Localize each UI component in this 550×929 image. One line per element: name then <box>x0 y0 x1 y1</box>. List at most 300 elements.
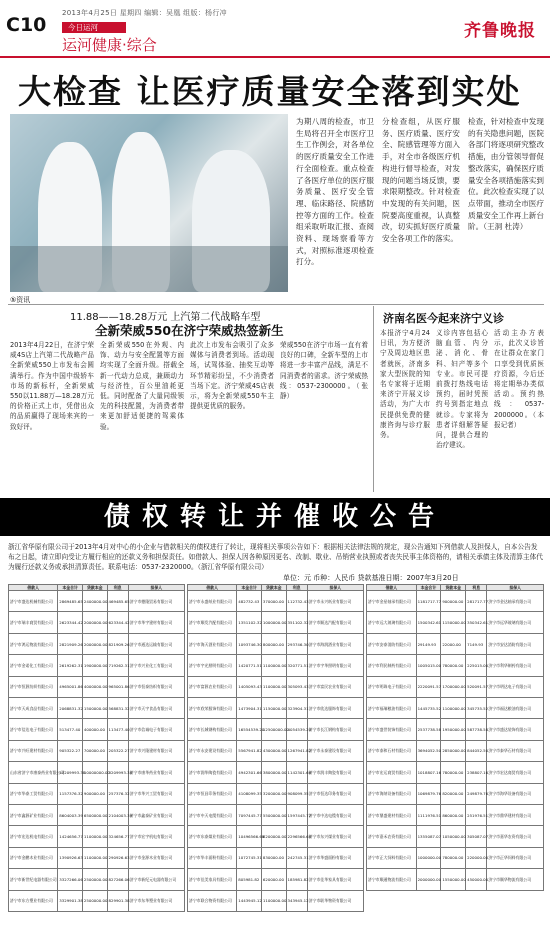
table-row <box>367 762 544 783</box>
table-header-cell: 借款人 <box>9 585 58 591</box>
table-cell: 济宁市长城钢构有限公司 <box>188 719 237 740</box>
table-row <box>9 826 185 847</box>
table-cell: 3329901.38 <box>58 890 83 911</box>
table-cell: 4942301.66 <box>237 762 262 783</box>
table-cell: 济宁市福瑞粮油有限公司 <box>367 698 417 719</box>
car-article-title: 全新荣威550在济宁荣威热签新生 <box>95 323 284 338</box>
table-cell: 623344.42 <box>107 612 128 633</box>
table-cell: 323904.31 <box>286 698 307 719</box>
table-cell: 济宁市华宇建材有限公司 <box>128 612 184 633</box>
table-cell: 5567941.82 <box>237 740 262 761</box>
table-cell: 908099.35 <box>286 783 307 804</box>
table-header-row <box>9 585 185 591</box>
table-row <box>367 847 544 868</box>
table-row <box>188 719 364 740</box>
table-cell: 济宁市嘉华农资有限公司 <box>487 826 544 847</box>
table-cell: 12500000.00 <box>261 719 286 740</box>
table-cell: 4054539.20 <box>286 719 307 740</box>
feature-headline: 大检查 让医疗质量安全落到实处 <box>18 72 522 111</box>
table-cell: 238807.16 <box>466 762 487 783</box>
table-row <box>9 762 185 783</box>
car-column-4: 荣威550在济宁市场一直有着良好的口碑，全新车型的上市将进一步丰富产品线，满足不同消费者的需求。济宁荣威热线：0537-2300000。（张静） <box>280 341 368 401</box>
table-cell: 16554539.20 <box>237 719 262 740</box>
table-cell: 2296566.68 <box>286 826 307 847</box>
table-cell: 济宁市兴隆建材有限公司 <box>128 740 184 761</box>
table-cell: 6500000.00 <box>82 805 107 826</box>
table-row <box>188 740 364 761</box>
car-column-1: 2013年4月22日，在济宁荣威4S店上汽第二代战略产品全新荣威550上市发布会圆满举行。作为中国中级轿车市场的新标杆，全新荣威550以11.88万—18.28万元的价格正式上市，凭借出众的品质赢得了现场来宾的一致好评。 <box>10 341 94 431</box>
table-cell: 济宁市恒源纺织有限公司 <box>9 676 58 697</box>
table-cell: 济宁市瑞丰商贸有限公司 <box>9 612 58 633</box>
table-cell: 1150000.00 <box>441 612 466 633</box>
table-row <box>9 719 185 740</box>
table-cell: 济宁市安泰消防有限公司 <box>367 633 417 654</box>
table-cell: 900000.00 <box>82 783 107 804</box>
table-cell: 1473904.31 <box>237 698 262 719</box>
divider <box>8 304 544 305</box>
table-cell: 1069879.76 <box>416 783 441 804</box>
table-cell: 山东省济宁市康泰药业有限公司 <box>9 762 58 783</box>
table-row <box>367 676 544 697</box>
debt-table <box>187 584 364 912</box>
table-cell: 965001.86 <box>107 676 128 697</box>
table-cell: 568831.32 <box>107 698 128 719</box>
table-cell: 1100000.00 <box>82 847 107 868</box>
table-cell: 济宁市联合物资有限公司 <box>188 890 237 911</box>
table-cell: 2000000.00 <box>82 633 107 654</box>
table-cell: 济宁市华泰工贸有限公司 <box>9 783 58 804</box>
table-cell: 257376.32 <box>107 783 128 804</box>
table-cell: 469485.65 <box>107 591 128 612</box>
table-cell: 1351102.32 <box>237 612 262 633</box>
table-row <box>9 612 185 633</box>
table-cell: 济宁市顺华物流有限公司 <box>487 869 544 890</box>
table-row <box>367 869 544 890</box>
car-column-2: 全新荣威550在外观、内饰、动力与安全配置等方面均实现了全面升级。搭载全新一代动力总成，兼顾动力与经济性，百公里油耗更低。同时配备了大量同级领先的科技配置，为消费者带来更加舒适便捷的驾乘体验。 <box>100 341 184 431</box>
table-cell: 济宁市鼎华建材有限公司 <box>487 805 544 826</box>
table-cell: 济宁市金诺化工有限公司 <box>9 655 58 676</box>
table-cell: 1018807.16 <box>416 762 441 783</box>
table-cell: 济宁市润华陶瓷有限公司 <box>188 762 237 783</box>
table-row <box>9 783 185 804</box>
table-cell: 济宁市东华塑业有限公司 <box>128 890 184 911</box>
notice-title: 债权转让并催收公告 <box>0 498 550 536</box>
table-cell: 185981.82 <box>286 869 307 890</box>
table-cell: 济宁市金鹏木业有限公司 <box>9 847 58 868</box>
table-cell: 济宁市利民制药有限公司 <box>367 655 417 676</box>
table-cell: 113477.40 <box>107 719 128 740</box>
table-cell: 2869485.65 <box>58 591 83 612</box>
table-row <box>367 826 544 847</box>
table-cell: 13209993.38 <box>58 762 83 783</box>
table-cell: 2500000.00 <box>82 869 107 890</box>
table-cell: 205322.27 <box>107 740 128 761</box>
table-header-row <box>188 585 364 591</box>
table-cell: 2000000.00 <box>82 612 107 633</box>
table-row <box>367 740 544 761</box>
table-cell: 济宁市正大饲料有限公司 <box>367 847 417 868</box>
table-row <box>367 805 544 826</box>
table-cell: 7149.93 <box>466 633 487 654</box>
table-cell: 济宁市恒昌印务有限公司 <box>188 783 237 804</box>
table-cell: 济宁市宇华照明有限公司 <box>307 655 363 676</box>
table-row <box>188 676 364 697</box>
table-cell: 281717.77 <box>466 591 487 612</box>
table-cell: 900000.00 <box>441 591 466 612</box>
table-row <box>367 719 544 740</box>
table-cell: 1072745.31 <box>237 847 262 868</box>
table-row <box>9 698 185 719</box>
table-cell: 225015.00 <box>466 655 487 676</box>
table-cell: 济宁市中达电缆有限公司 <box>307 805 363 826</box>
table-row <box>9 805 185 826</box>
table-cell: 780000.00 <box>441 655 466 676</box>
table-cell: 1000000.00 <box>261 612 286 633</box>
table-cell: 820000.00 <box>441 783 466 804</box>
table-cell: 济宁市润丰陶瓷有限公司 <box>307 762 363 783</box>
table-cell: 400000.00 <box>82 719 107 740</box>
table-cell: 济宁市海纳设备有限公司 <box>367 783 417 804</box>
section-tag: 今日运河 <box>62 22 126 33</box>
table-cell: 3800000.00 <box>261 762 286 783</box>
table-cell: 251976.51 <box>466 805 487 826</box>
table-cell: 829901.38 <box>107 890 128 911</box>
table-cell: 济宁市佳美家具有限公司 <box>188 869 237 890</box>
table-row <box>188 655 364 676</box>
table-cell: 305087.07 <box>466 826 487 847</box>
table-cell: 1355087.07 <box>416 826 441 847</box>
table-cell: 1443945.12 <box>237 890 262 911</box>
table-cell: 济宁市联华物资有限公司 <box>307 890 363 911</box>
table-row <box>188 783 364 804</box>
table-cell: 济宁市顺达汽配有限公司 <box>307 612 363 633</box>
table-cell: 济宁市海华设备有限公司 <box>487 783 544 804</box>
table-cell: 830000.00 <box>261 847 286 868</box>
table-cell: 济宁市顺发汽配有限公司 <box>188 612 237 633</box>
table-cell: 济宁市永兴纸业有限公司 <box>307 591 363 612</box>
table-cell: 22000.00 <box>441 633 466 654</box>
table-cell: 2220091.57 <box>416 676 441 697</box>
table-row <box>9 869 185 890</box>
table-cell: 济宁市永安建设有限公司 <box>188 740 237 761</box>
table-header-cell: 担保人 <box>128 585 184 591</box>
table-cell: 济宁市福达粮油有限公司 <box>487 698 544 719</box>
table-cell: 济宁市恒达印务有限公司 <box>307 783 363 804</box>
table-cell: 济宁市鸿运物流有限公司 <box>9 633 58 654</box>
table-cell: 济宁市宏运商贸有限公司 <box>367 762 417 783</box>
table-row <box>9 740 185 761</box>
table-cell: 4108099.35 <box>237 783 262 804</box>
table-row <box>367 698 544 719</box>
table-cell: 1550000.00 <box>441 869 466 890</box>
table-row <box>367 612 544 633</box>
table-cell: 济宁市利华制药有限公司 <box>487 655 544 676</box>
table-cell: 2850000.00 <box>441 740 466 761</box>
table-cell: 济宁市嘉禾农资有限公司 <box>367 826 417 847</box>
hospital-column-1: 本报济宁4月24日讯，为方便济宁及周边地区患者就医，济南多家大型医院的知名专家将于近期来济宁开展义诊活动，为广大市民提供免费的健康咨询与诊疗服务。 <box>380 329 430 440</box>
table-cell: 济宁市东兴煤业有限公司 <box>307 826 363 847</box>
table-cell: 482732.43 <box>237 591 262 612</box>
table-cell: 1390926.63 <box>58 847 83 868</box>
table-header-cell: 本金合计 <box>416 585 441 591</box>
table-cell: 905322.27 <box>58 740 83 761</box>
table-cell: 济宁市盛达机械有限公司 <box>9 591 58 612</box>
table-cell: 济宁市新纪元电器有限公司 <box>128 869 184 890</box>
notice-unit-line: 单位：元 币种：人民币 贷款基准日期：2007年3月20日 <box>283 574 459 582</box>
table-cell: 860000.00 <box>441 805 466 826</box>
table-row <box>188 826 364 847</box>
table-cell: 4965001.86 <box>58 676 83 697</box>
table-cell: 320771.51 <box>286 655 307 676</box>
table-cell: 4000000.00 <box>82 676 107 697</box>
table-cell: 济宁市信达电子有限公司 <box>9 719 58 740</box>
table-cell: 844052.50 <box>466 740 487 761</box>
table-cell: 290926.63 <box>107 847 128 868</box>
table-cell: 242745.31 <box>286 847 307 868</box>
table-cell: 济宁市华兴工贸有限公司 <box>128 783 184 804</box>
table-cell: 821909.26 <box>107 633 128 654</box>
table-cell: 1005015.00 <box>416 655 441 676</box>
table-cell: 370000.00 <box>261 591 286 612</box>
table-cell: 济宁市永泰建设有限公司 <box>307 740 363 761</box>
table-cell: 济宁市欣荣服饰有限公司 <box>188 698 237 719</box>
table-cell: 29149.93 <box>416 633 441 654</box>
table-header-cell: 本金合计 <box>237 585 262 591</box>
table-row <box>188 698 364 719</box>
divider <box>373 306 374 492</box>
table-cell: 济宁市盛世装饰有限公司 <box>367 719 417 740</box>
table-cell: 2623344.42 <box>58 612 83 633</box>
table-cell: 济宁市欣达服饰有限公司 <box>307 698 363 719</box>
table-cell: 1405093.43 <box>237 676 262 697</box>
feature-column-3: 检查，针对检查中发现的有关隐患问题，医院各部门将逐项研究整改措施，由分管领导督促整改落实，确保医疗质量安全各项措施落实到位。此次检查实现了以点带面，推动全市医疗质量安全工作再上新台阶。（王洞 杜涛） <box>468 117 544 232</box>
table-cell: 305093.43 <box>286 676 307 697</box>
table-cell: 济宁市天成食品有限公司 <box>9 698 58 719</box>
table-cell: 济宁市信诚电子有限公司 <box>128 719 184 740</box>
table-cell: 3694052.50 <box>416 740 441 761</box>
table-cell: 济宁市泰华石材有限公司 <box>487 740 544 761</box>
table-cell: 济宁市泰和石材有限公司 <box>367 740 417 761</box>
table-cell: 济宁市华盛面粉有限公司 <box>307 847 363 868</box>
table-cell: 济宁市兴业化工有限公司 <box>128 655 184 676</box>
table-cell: 济宁市盛达装饰有限公司 <box>487 719 544 740</box>
table-cell: 1900000.00 <box>82 655 107 676</box>
section-title: 运河健康·综合 <box>62 36 157 54</box>
table-cell: 450000.00 <box>466 869 487 890</box>
table-header-cell: 担保人 <box>307 585 363 591</box>
table-cell: 1597445.77 <box>286 805 307 826</box>
table-cell: 1111976.51 <box>416 805 441 826</box>
table-cell: 济宁市鑫源矿业有限公司 <box>9 805 58 826</box>
table-cell: 1424656.77 <box>58 826 83 847</box>
table-cell: 3200000.00 <box>261 783 286 804</box>
car-article-kicker: 11.88——18.28万元 上汽第二代战略车型 <box>70 312 261 323</box>
table-cell: 345735.52 <box>466 698 487 719</box>
notice-body: 浙江省华原有限公司于2013年4月对中心的小企业与借款相关的债权进行了转让，现将相关事项公告如下：根据相关法律法规的规定，现公告通知下列借款人及担保人，自本公告发布之日起，请立即向受让方履行相应的还款义务和担保责任。如借款人、担保人因各种原因更名、改制、歇业、吊销营业执照或者丧失民事主体资格的，请相关承债主体及清算主体代为履行还款义务或承担清算责任。联系电话：0537-2320000。（浙江省华原有限公司） <box>8 543 543 571</box>
table-cell: 8200000.00 <box>261 826 286 847</box>
table-header-cell: 利息 <box>107 585 128 591</box>
feature-column-1: 为期八周的检查，市卫生局将召开全市医疗卫生工作例会，对各单位的医疗质量安全工作进行全面检查。重点检查了各医疗单位的医疗服务质量、医疗安全管理、临床路径、院感防控等方面的工作。检查组采取听取汇报、查阅资料、现场察看等方式，对照标准逐项检查打分。 <box>296 117 374 267</box>
table-cell: 2619262.31 <box>58 655 83 676</box>
table-cell: 济宁市明珠电子有限公司 <box>367 676 417 697</box>
table-cell: 1950000.00 <box>441 719 466 740</box>
table-cell: 2068831.32 <box>58 698 83 719</box>
table-cell: 1100000.00 <box>261 890 286 911</box>
table-cell: 2104003.39 <box>107 805 128 826</box>
table-row <box>188 805 364 826</box>
photo-caption: ⑤资讯 <box>10 296 31 304</box>
table-row <box>188 612 364 633</box>
hospital-column-3: 活动主办方表示，此次义诊旨在让群众在家门口享受到优质医疗资源，今后还将定期举办类似活动。预约热线：0537-2000000。（本报记者） <box>494 329 544 429</box>
table-row <box>9 890 185 911</box>
table-cell: 济宁市正华饲料有限公司 <box>487 847 544 868</box>
table-cell: 济宁市永盛纸业有限公司 <box>188 591 237 612</box>
table-cell: 济宁市顺通物流有限公司 <box>367 869 417 890</box>
table-cell: 济宁市兴旺建材有限公司 <box>9 740 58 761</box>
table-cell: 4300000.00 <box>261 740 286 761</box>
table-row <box>9 847 185 868</box>
debt-table <box>8 584 185 912</box>
table-cell: 济宁市富源农业有限公司 <box>188 676 237 697</box>
table-row <box>188 847 364 868</box>
table-cell: 3327266.06 <box>58 869 83 890</box>
table-cell: 351102.32 <box>286 612 307 633</box>
table-cell: 1142301.66 <box>286 762 307 783</box>
table-cell: 800000.00 <box>261 633 286 654</box>
table-cell: 324656.77 <box>107 826 128 847</box>
header-rule <box>0 56 550 58</box>
table-cell: 1000000.00 <box>416 847 441 868</box>
table-cell: 济宁市安达消防有限公司 <box>487 633 544 654</box>
table-cell: 3209993.38 <box>107 762 128 783</box>
table-cell: 780000.00 <box>441 847 466 868</box>
table-cell: 济宁市远华玻璃有限公司 <box>487 612 544 633</box>
table-cell: 济宁市长江钢构有限公司 <box>307 719 363 740</box>
table-cell: 济宁市东泰煤业有限公司 <box>188 826 237 847</box>
table-row <box>188 633 364 654</box>
table-cell: 620000.00 <box>261 869 286 890</box>
table-cell: 5500000.00 <box>261 805 286 826</box>
table-cell: 济宁市德隆贸易有限公司 <box>128 591 184 612</box>
table-cell: 513477.40 <box>58 719 83 740</box>
table-cell: 7097445.77 <box>237 805 262 826</box>
table-cell: 济宁市鼎盛建材有限公司 <box>367 805 417 826</box>
table-header-cell: 利息 <box>286 585 307 591</box>
table-cell: 济宁市通达运输有限公司 <box>128 633 184 654</box>
table-cell: 济宁市富民农业有限公司 <box>307 676 363 697</box>
table-cell: 2821909.26 <box>58 633 83 654</box>
date-line: 2013年4月25日 星期四 编辑：吴凰 组版：杨行冲 <box>62 9 227 17</box>
table-cell: 济宁市东方塑业有限公司 <box>9 890 58 911</box>
table-cell: 济宁市明达电子有限公司 <box>487 676 544 697</box>
table-cell: 220000.00 <box>466 847 487 868</box>
feature-photo <box>10 114 288 292</box>
table-row <box>367 783 544 804</box>
table-cell: 780000.00 <box>441 762 466 783</box>
table-row <box>188 869 364 890</box>
table-cell: 济宁市新世纪电器有限公司 <box>9 869 58 890</box>
table-cell: 1100000.00 <box>261 655 286 676</box>
table-cell: 520091.57 <box>466 676 487 697</box>
table-header-cell: 担保人 <box>487 585 544 591</box>
table-cell: 10000000.00 <box>82 762 107 783</box>
table-cell: 1100000.00 <box>261 676 286 697</box>
table-cell: 济宁市海润酒业有限公司 <box>307 633 363 654</box>
table-cell: 济宁市宏宇机电有限公司 <box>128 826 184 847</box>
table-row <box>367 655 544 676</box>
feature-column-2: 分检查组，从医疗服务、医疗质量、医疗安全、院感管理等方面入手，对全市各级医疗机构进行督导检查，对发现的问题当场反馈，要求限期整改。针对检查中发现的有关问题，医院要高度重视，认真整改，切实抓好医疗质量安全各项工作的落实。 <box>382 117 460 244</box>
table-cell: 112732.43 <box>286 591 307 612</box>
newspaper-logo: 齐鲁晚报 <box>464 21 536 41</box>
table-cell: 济宁市鑫泰矿业有限公司 <box>128 805 184 826</box>
table-cell: 济宁市中天电缆有限公司 <box>188 805 237 826</box>
table-cell: 1181717.77 <box>416 591 441 612</box>
table-row <box>9 676 185 697</box>
table-cell: 济宁市金源木业有限公司 <box>128 847 184 868</box>
table-cell: 700000.00 <box>82 740 107 761</box>
table-cell: 1093746.30 <box>237 633 262 654</box>
table-row <box>9 591 185 612</box>
table-cell: 济宁市金达轴承有限公司 <box>487 591 544 612</box>
table-cell: 343945.12 <box>286 890 307 911</box>
table-cell: 1150000.00 <box>261 698 286 719</box>
table-cell: 济宁市康华药业有限公司 <box>128 762 184 783</box>
table-cell: 济宁市佳华家具有限公司 <box>307 869 363 890</box>
car-column-3: 此次上市发布会吸引了众多媒体与消费者到场。活动现场，试驾体验、抽奖互动等环节精彩纷呈，不少消费者当场下定。济宁荣威4S店表示，将为全新荣威550车主提供更优质的服务。 <box>190 341 274 411</box>
table-cell: 1445735.52 <box>416 698 441 719</box>
table-cell: 587738.58 <box>466 719 487 740</box>
table-cell: 805981.82 <box>237 869 262 890</box>
table-header-cell: 本金合计 <box>58 585 83 591</box>
table-cell: 1050000.00 <box>441 826 466 847</box>
table-row <box>188 591 364 612</box>
table-cell: 719262.31 <box>107 655 128 676</box>
table-cell: 济宁市宏达商贸有限公司 <box>487 762 544 783</box>
table-cell: 827266.06 <box>107 869 128 890</box>
table-row <box>188 890 364 911</box>
table-header-cell: 贷款本金 <box>261 585 286 591</box>
table-cell: 济宁市华丰面粉有限公司 <box>188 847 237 868</box>
table-header-cell: 利息 <box>466 585 487 591</box>
table-cell: 2000000.00 <box>416 869 441 890</box>
table-cell: 1500342.61 <box>416 612 441 633</box>
table-header-cell: 借款人 <box>188 585 237 591</box>
table-cell: 1157376.32 <box>58 783 83 804</box>
page-number: C10 <box>6 14 47 36</box>
table-cell: 济宁市宏达机电有限公司 <box>9 826 58 847</box>
table-cell: 2537738.58 <box>416 719 441 740</box>
table-row <box>367 591 544 612</box>
table-cell: 济宁市宇光照明有限公司 <box>188 655 237 676</box>
table-row <box>9 633 185 654</box>
table-row <box>9 655 185 676</box>
table-cell: 350342.61 <box>466 612 487 633</box>
table-cell: 济宁市远大玻璃有限公司 <box>367 612 417 633</box>
hospital-column-2: 义诊内容包括心脑血管、内分泌、消化、骨科、妇产等多个专业。市民可提前拨打热线电话预约，届时凭预约号到指定地点就诊。专家将为患者详细解答疑问，提供合理的治疗建议。 <box>436 329 488 450</box>
page-header <box>0 0 550 55</box>
table-cell: 1100000.00 <box>82 826 107 847</box>
table-cell: 249879.76 <box>466 783 487 804</box>
table-cell: 济宁市天宇食品有限公司 <box>128 698 184 719</box>
hospital-article-title: 济南名医今起来济宁义诊 <box>383 312 504 325</box>
table-cell: 2400000.00 <box>82 591 107 612</box>
table-cell: 1100000.00 <box>441 698 466 719</box>
table-cell: 1420771.51 <box>237 655 262 676</box>
debt-table <box>366 584 544 891</box>
table-cell: 1267941.82 <box>286 740 307 761</box>
table-header-row <box>367 585 544 591</box>
table-cell: 293746.30 <box>286 633 307 654</box>
